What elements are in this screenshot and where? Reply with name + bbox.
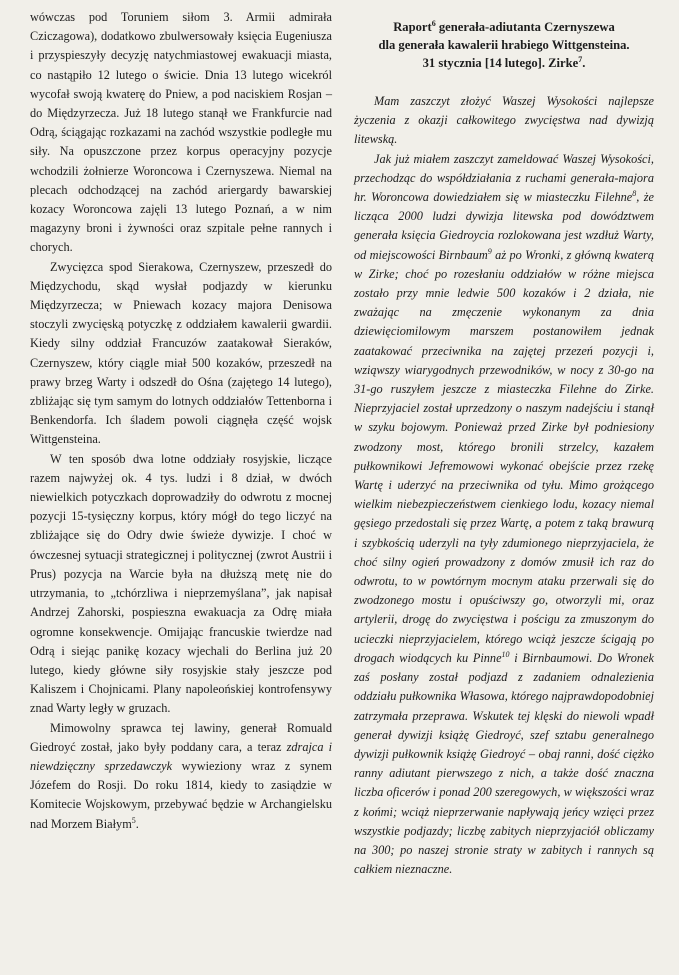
heading-line	[354, 54, 654, 72]
paragraph	[30, 719, 332, 834]
paragraph: wówczas pod Toruniem siłom 3. Armii admirała Cziczagowa), dodatkowo zbulwersowały księcia Eugeniusza i przyspieszyły decyzję natychmiastowej ewakuacji miasta, co nastąpiło 12 lutego o świcie. Dnia 13 lutego wicekról wycofał swoją kwaterę do Pniew, a pod naciskiem Rosjan – do Międzyrzecza. Już 18 lutego stanął we Frankfurcie nad Odrą, ściągając rozkazami na zachód wszystkie podległe mu siły. Na opuszczone przez korpus operacyjny pozycje wchodzili żołnierze Woroncowa i Czernyszewa. Niemal na plecach odchodzącej na zachód ariergardy bawarskiej kozacy Woroncowa zajęli 13 lutego Poznań, a w nim magazyny broni i żywności oraz szpitale pełne rannych i chorych.	[30, 10, 332, 255]
text-run: Mimowolny sprawca tej lawiny, generał Romuald Giedroyć został, jako były poddany cara, a teraz	[30, 720, 332, 754]
text-run: , że licząca 2000 ludzi dywizja litewska pod dowództwem generała księcia Giedroycia rozlokowana jest wzdłuż Warty, od miejscowości Birnbaum	[354, 190, 654, 262]
heading-line: dla generała kawalerii hrabiego Wittgensteina.	[378, 38, 630, 52]
paragraph: Zwycięzca spod Sierakowa, Czernyszew, przeszedł do Międzychodu, skąd wysłał podjazdy w kierunku Międzyrzecza; w Pniewach kozacy majora Denisowa stoczyli zwycięską potyczkę z oddziałem kawalerii gwardii. Kiedy silny oddział Francuzów zaatakował Sieraków, Czernyszew, który ciągle miał 500 kozaków, przeszedł na prawy brzeg Warty i odszedł do Ośna (zajętego 14 lutego), zbliżając się tym samym do lotnych oddziałów Tettenborna i Benkendorfa. Ich śladem powoli ciągnęła część wojsk Wittgensteina.	[30, 259, 332, 447]
footnote-ref: 8	[632, 188, 637, 198]
footnote-ref: 6	[431, 18, 436, 28]
heading-line	[354, 18, 654, 36]
text-run: i Birnbaumowi. Do Wronek zaś posłany został podjazd z zadaniem odnalezienia oddziału pułkownika Własowa, którego najprawdopodobniej zatrzymała przeprawa. Wskutek tej klęski do niewoli wpadł generał dywizji książę Giedroyć, szef sztabu generalnego dywizji pułkownik książę Giedroyć – obaj ranni, dość ciężko ranny adiutant pierwszego z nich, a także dość znaczna liczba oficerów i ponad 200 szeregowych, w większości wraz z końmi; wciąż nieprzerwanie napływają jeńcy wzięci przez wszystkie podjazdy; liczbę zabitych nieprzyjaciół obliczamy na 300; po naszej stronie straty w zabitych i rannych są całkiem nieznaczne.	[354, 650, 654, 877]
heading-text: Raport	[393, 20, 432, 34]
text-run: wywieziony wraz z synem Józefem do Rosji. Do roku 1814, kiedy to zasiądzie w Komitecie Wojskowym, przebywać będzie w Archangielsku nad Morzem Białym	[30, 758, 332, 831]
text-run: .	[135, 816, 139, 831]
footnote-ref: 9	[487, 246, 492, 256]
footnote-ref: 10	[501, 649, 510, 659]
footnote-ref: 7	[578, 54, 583, 64]
report-heading	[354, 18, 654, 72]
emphasized-text: zdrajca i niewdzięczny sprzedawczyk	[30, 739, 333, 773]
heading-text: generała-adiutanta Czernyszewa	[435, 20, 615, 34]
heading-text: .	[582, 56, 586, 70]
paragraph: W ten sposób dwa lotne oddziały rosyjskie, liczące razem najwyżej ok. 4 tys. ludzi i 8 dział, w dwóch niewielkich potyczkach doprowadziły do odwrotu z mocnej pozycji 15-tysięczny korpus, który mógł do tego liczyć na zbliżające się do Odry dwie świeże dywizje. I choć w ówczesnej sytuacji strategicznej i politycznej (zwrot Austrii i Prus) pozycja na Warcie była na dłuższą metę nie do utrzymania, to „tchórzliwa i nieprzemyślana”, jak napisał Andrzej Zahorski, pospieszna ewakuacja za Odrę miała ogromne konsekwencje. Omijając francuskie twierdze nad Odrą i siejąc panikę kozacy wjechali do Berlina już 20 lutego, kiedy główne siły rosyjskie stały jeszcze pod Kaliszem i Chojnicami. Plany napoleońskiej kontrofensywy znad Warty legły w gruzach.	[30, 451, 332, 716]
report-paragraph: Mam zaszczyt złożyć Waszej Wysokości najlepsze życzenia z okazji całkowitego zwycięstwa nad dywizją litewską.	[354, 94, 654, 147]
text-run: aż po Wronki, z główną kwaterą w Zirke; choć po rozesłaniu oddziałów w różne miejsca zostało przy mnie ledwie 500 kozaków i 2 działa, nie zważając na zmęczenie wykonanym za dnia dziewięciomilowym marszem postanowiłem jednak zaatakować przeciwnika na zajętej przezeń pozycji i, wziąwszy wiarygodnych przewodników, w nocy z 30-go na 31-go ruszyłem jeszcze z miasteczka Filehne do Zirke. Nieprzyjaciel został uprzedzony o naszym nadejściu i stanął w szyku bojowym. Ponieważ przed Zirke był podniesiony zwodzony most, którego bronili strzelcy, kazałem pułkownikowi Jefremowowi wykonać obejście przez rzekę Wartę i uderzyć na przeciwnika od tyłu. Mimo grożącego wielkim niebezpieczeństwem cienkiego lodu, kozacy niemal gęsiego przedostali się przez Wartę, a potem z taką brawurą i szybkością uderzyli na tyły zdumionego nieprzyjaciela, że choć silny ogień prowadzony z domów zmusił ich raz do odwrotu, to w powtórnym mocnym ataku przerwali się do zwodzonego mostu i opuściwszy go, otworzyli mi, oraz artylerii, drogę do zwycięstwa i pościgu za zmuszonym do ucieczki nieprzyjacielem, którego wciąż jeszcze ścigają po drogach wiodących ku Pinne	[354, 247, 654, 665]
report-paragraph	[354, 150, 654, 880]
left-column	[30, 8, 332, 834]
heading-text: 31 stycznia [14 lutego]. Zirke	[422, 56, 579, 70]
text-run: Jak już miałem zaszczyt zameldować Waszej Wysokości, przechodząc do współdziałania z ruchami generała-majora hr. Woroncowa dowiedziałem się w miasteczku Filehne	[354, 151, 654, 205]
right-column	[354, 8, 654, 879]
footnote-ref: 5	[131, 815, 136, 825]
